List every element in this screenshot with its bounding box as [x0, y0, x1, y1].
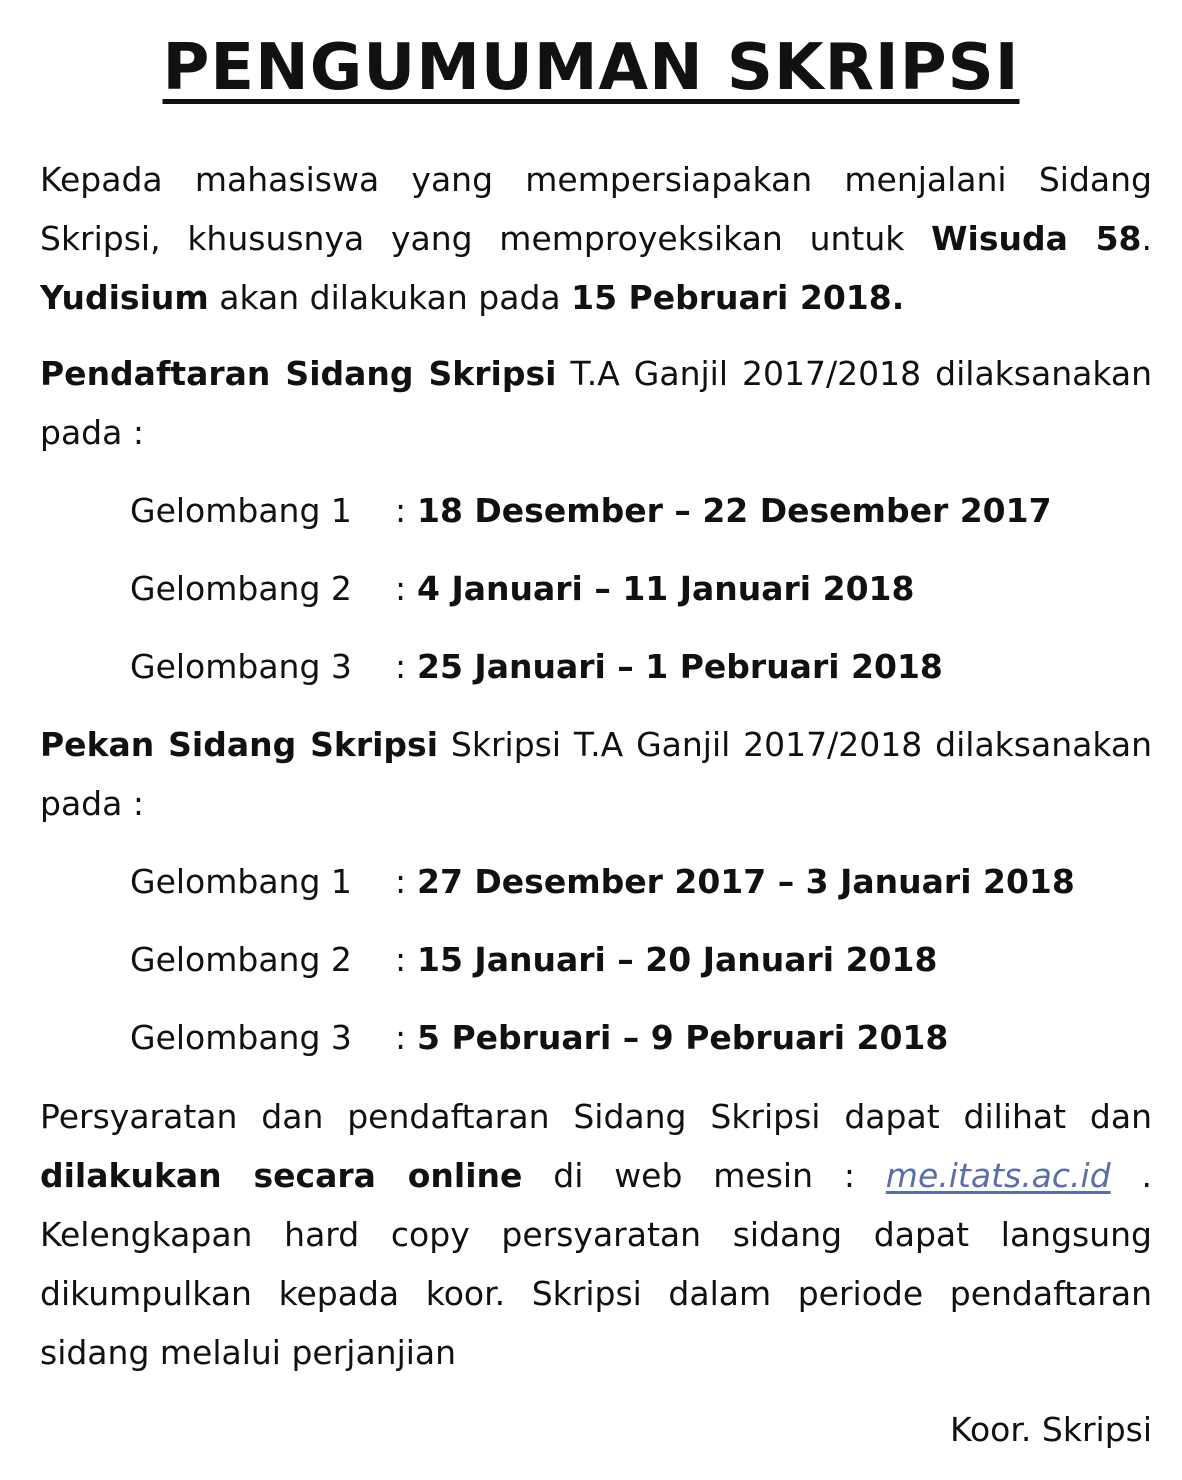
wave-separator: :: [395, 647, 407, 686]
defense-wave-2: [130, 930, 1170, 989]
defense-week-text: Skripsi T.A Ganjil 2017/2018 dilaksanakan pada :: [40, 725, 1152, 823]
requirements-text-1: Persyaratan dan pendaftaran Sidang Skripsi dapat dilihat dan: [40, 1097, 1152, 1136]
defense-wave-3: [130, 1008, 1170, 1067]
wave-label: Gelombang 3: [130, 1018, 352, 1057]
wave-dates: 15 Januari – 20 Januari 2018: [417, 940, 938, 979]
website-link[interactable]: me.itats.ac.id: [885, 1156, 1111, 1195]
requirements-text-2: di web mesin :: [522, 1156, 886, 1195]
registration-wave-2: [130, 559, 1170, 618]
intro-text-3: akan dilakukan pada: [208, 278, 572, 317]
wave-separator: :: [395, 1018, 407, 1057]
registration-text: T.A Ganjil 2017/2018 dilaksanakan pada :: [40, 354, 1152, 452]
requirements-text-3: . Kelengkapan hard copy persyaratan sidang dapat langsung dikumpulkan kepada koor. Skripsi dalam periode pendaftaran sidang melalui perjanjian: [40, 1156, 1152, 1372]
intro-text-1: Kepada mahasiswa yang mempersiapakan menjalani Sidang Skripsi, khususnya yang memproyeksikan untuk: [40, 160, 1152, 258]
intro-graduation: Wisuda 58: [931, 219, 1142, 258]
requirements-online: dilakukan secara online: [40, 1156, 523, 1195]
registration-paragraph: [40, 344, 1152, 462]
wave-label: Gelombang 2: [130, 569, 352, 608]
wave-dates: 5 Pebruari – 9 Pebruari 2018: [417, 1018, 949, 1057]
requirements-paragraph: [40, 1087, 1152, 1382]
wave-dates: 18 Desember – 22 Desember 2017: [417, 491, 1052, 530]
wave-label: Gelombang 3: [130, 647, 352, 686]
intro-text-2: .: [1141, 219, 1152, 258]
wave-dates: 25 Januari – 1 Pebruari 2018: [417, 647, 943, 686]
intro-yudisium: Yudisium: [40, 278, 209, 317]
page-title: [0, 18, 1182, 118]
intro-paragraph: [40, 150, 1152, 327]
registration-wave-3: [130, 637, 1170, 696]
wave-label: Gelombang 1: [130, 862, 352, 901]
defense-week-paragraph: [40, 715, 1152, 833]
wave-label: Gelombang 2: [130, 940, 352, 979]
defense-week-heading: Pekan Sidang Skripsi: [40, 725, 439, 764]
wave-label: Gelombang 1: [130, 491, 352, 530]
wave-separator: :: [395, 491, 407, 530]
intro-yudisium-date: 15 Pebruari 2018.: [571, 278, 905, 317]
registration-heading: Pendaftaran Sidang Skripsi: [40, 354, 557, 393]
defense-wave-1: [130, 852, 1170, 911]
wave-dates: 4 Januari – 11 Januari 2018: [417, 569, 915, 608]
signature: Koor. Skripsi: [950, 1410, 1152, 1449]
page-title-text: PENGUMUMAN SKRIPSI: [162, 31, 1020, 105]
wave-separator: :: [395, 569, 407, 608]
wave-dates: 27 Desember 2017 – 3 Januari 2018: [417, 862, 1075, 901]
registration-wave-1: [130, 481, 1170, 540]
wave-separator: :: [395, 940, 407, 979]
wave-separator: :: [395, 862, 407, 901]
